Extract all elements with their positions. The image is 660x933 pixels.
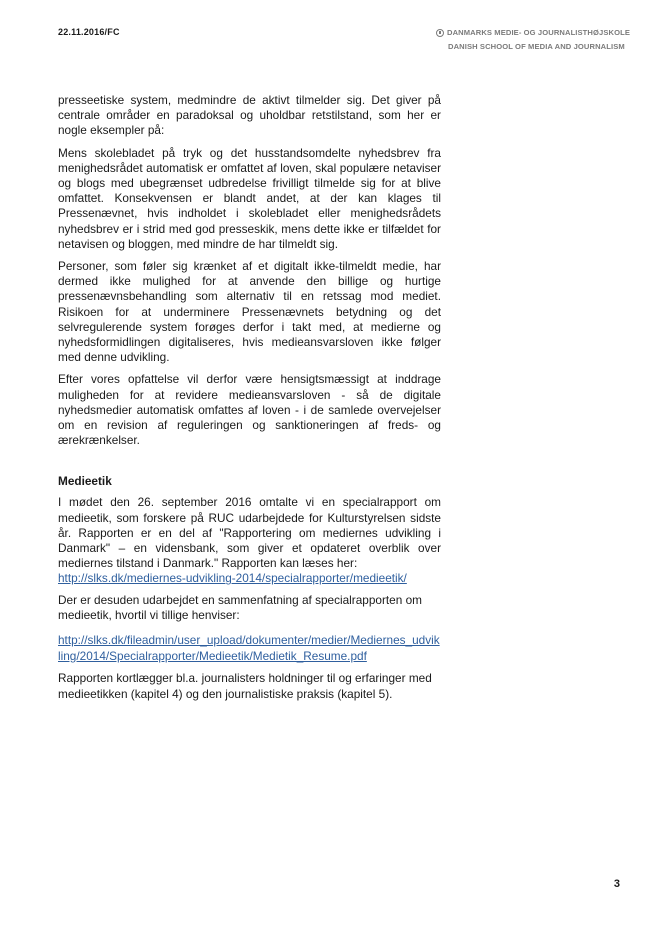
paragraph-3: Personer, som føler sig krænket af et digitalt ikke-tilmeldt medie, har dermed ikke mulighed for at anvende den billige og hurtige pressenævnsbehandling som alternativ til en retssag mod mediet. Risikoen for at underminere Pressenævnets betydning og det selvregulerende system forøges derfor i takt med, at medierne og nyhedsformidlingen digitaliseres, hvis medieansvarsloven ikke følger med denne udvikling. (58, 259, 441, 365)
paragraph-2: Mens skolebladet på tryk og det husstandsomdelte nyhedsbrev fra menighedsrådet automatisk er omfattet af loven, skal populære netaviser og blogs med ubegrænset udbredelse frivilligt tilmelde sig for at blive omfattet. Konsekvensen er blandt andet, at der kan klages til Pressenævnet, hvis indholdet i skolebladet eller menighedsrådets nyhedsbrev er i strid med god presseskik, mens dette ikke er tilfældet for netavisen og bloggen, med mindre de har tilmeldt sig. (58, 145, 441, 251)
document-body (58, 93, 441, 709)
document-date-code: 22.11.2016/FC (58, 27, 120, 37)
logo-text-english: DANISH SCHOOL OF MEDIA AND JOURNALISM (447, 42, 625, 51)
medieetik-summary-link[interactable]: http://slks.dk/fileadmin/user_upload/dokumenter/medier/Mediernes_udvikling/2014/Specialrapporter/Medieetik/Medietik_Resume.pdf (58, 633, 440, 663)
paragraph-5: I mødet den 26. september 2016 omtalte vi en specialrapport om medieetik, som forskere på RUC udarbejdede for Kulturstyrelsen sidste år. Rapporten er en del af "Rapportering om mediernes udvikling i Danmark" – en vidensbank, som giver et opdateret overblik over mediernes tilstand i Danmark." Rapporten kan læses her: (58, 495, 441, 571)
section-heading-medieetik: Medieetik (58, 474, 112, 489)
paragraph-1: presseetiske system, medmindre de aktivt tilmelder sig. Det giver på centrale områder en paradoksal og uholdbar retstilstand, som her er nogle eksempler på: (58, 93, 441, 138)
logo-line-danish (436, 26, 630, 40)
page-number: 3 (613, 878, 620, 890)
paragraph-4: Efter vores opfattelse vil derfor være hensigtsmæssigt at inddrage muligheden for at revidere medieansvarsloven - så de digitale nyhedsmedier automatisk omfattes af loven - i de samlede overvejelser om en revision af reguleringen og sanktioneringen af freds- og ærekrænkelser. (58, 372, 441, 448)
logo-text-danish: DANMARKS MEDIE- OG JOURNALISTHØJSKOLE (446, 28, 630, 37)
institution-logo (436, 26, 630, 54)
paragraph-6: Der er desuden udarbejdet en sammenfatning af specialrapporten om medieetik, hvortil vi tillige henviser: (58, 592, 422, 623)
medieetik-report-link[interactable]: http://slks.dk/mediernes-udvikling-2014/specialrapporter/medieetik/ (58, 571, 407, 586)
paragraph-7: Rapporten kortlægger bl.a. journalisters holdninger til og erfaringer med medieetikken (kapitel 4) og den journalistiske praksis (kapitel 5). (58, 671, 432, 701)
institution-logo-icon (436, 29, 444, 37)
